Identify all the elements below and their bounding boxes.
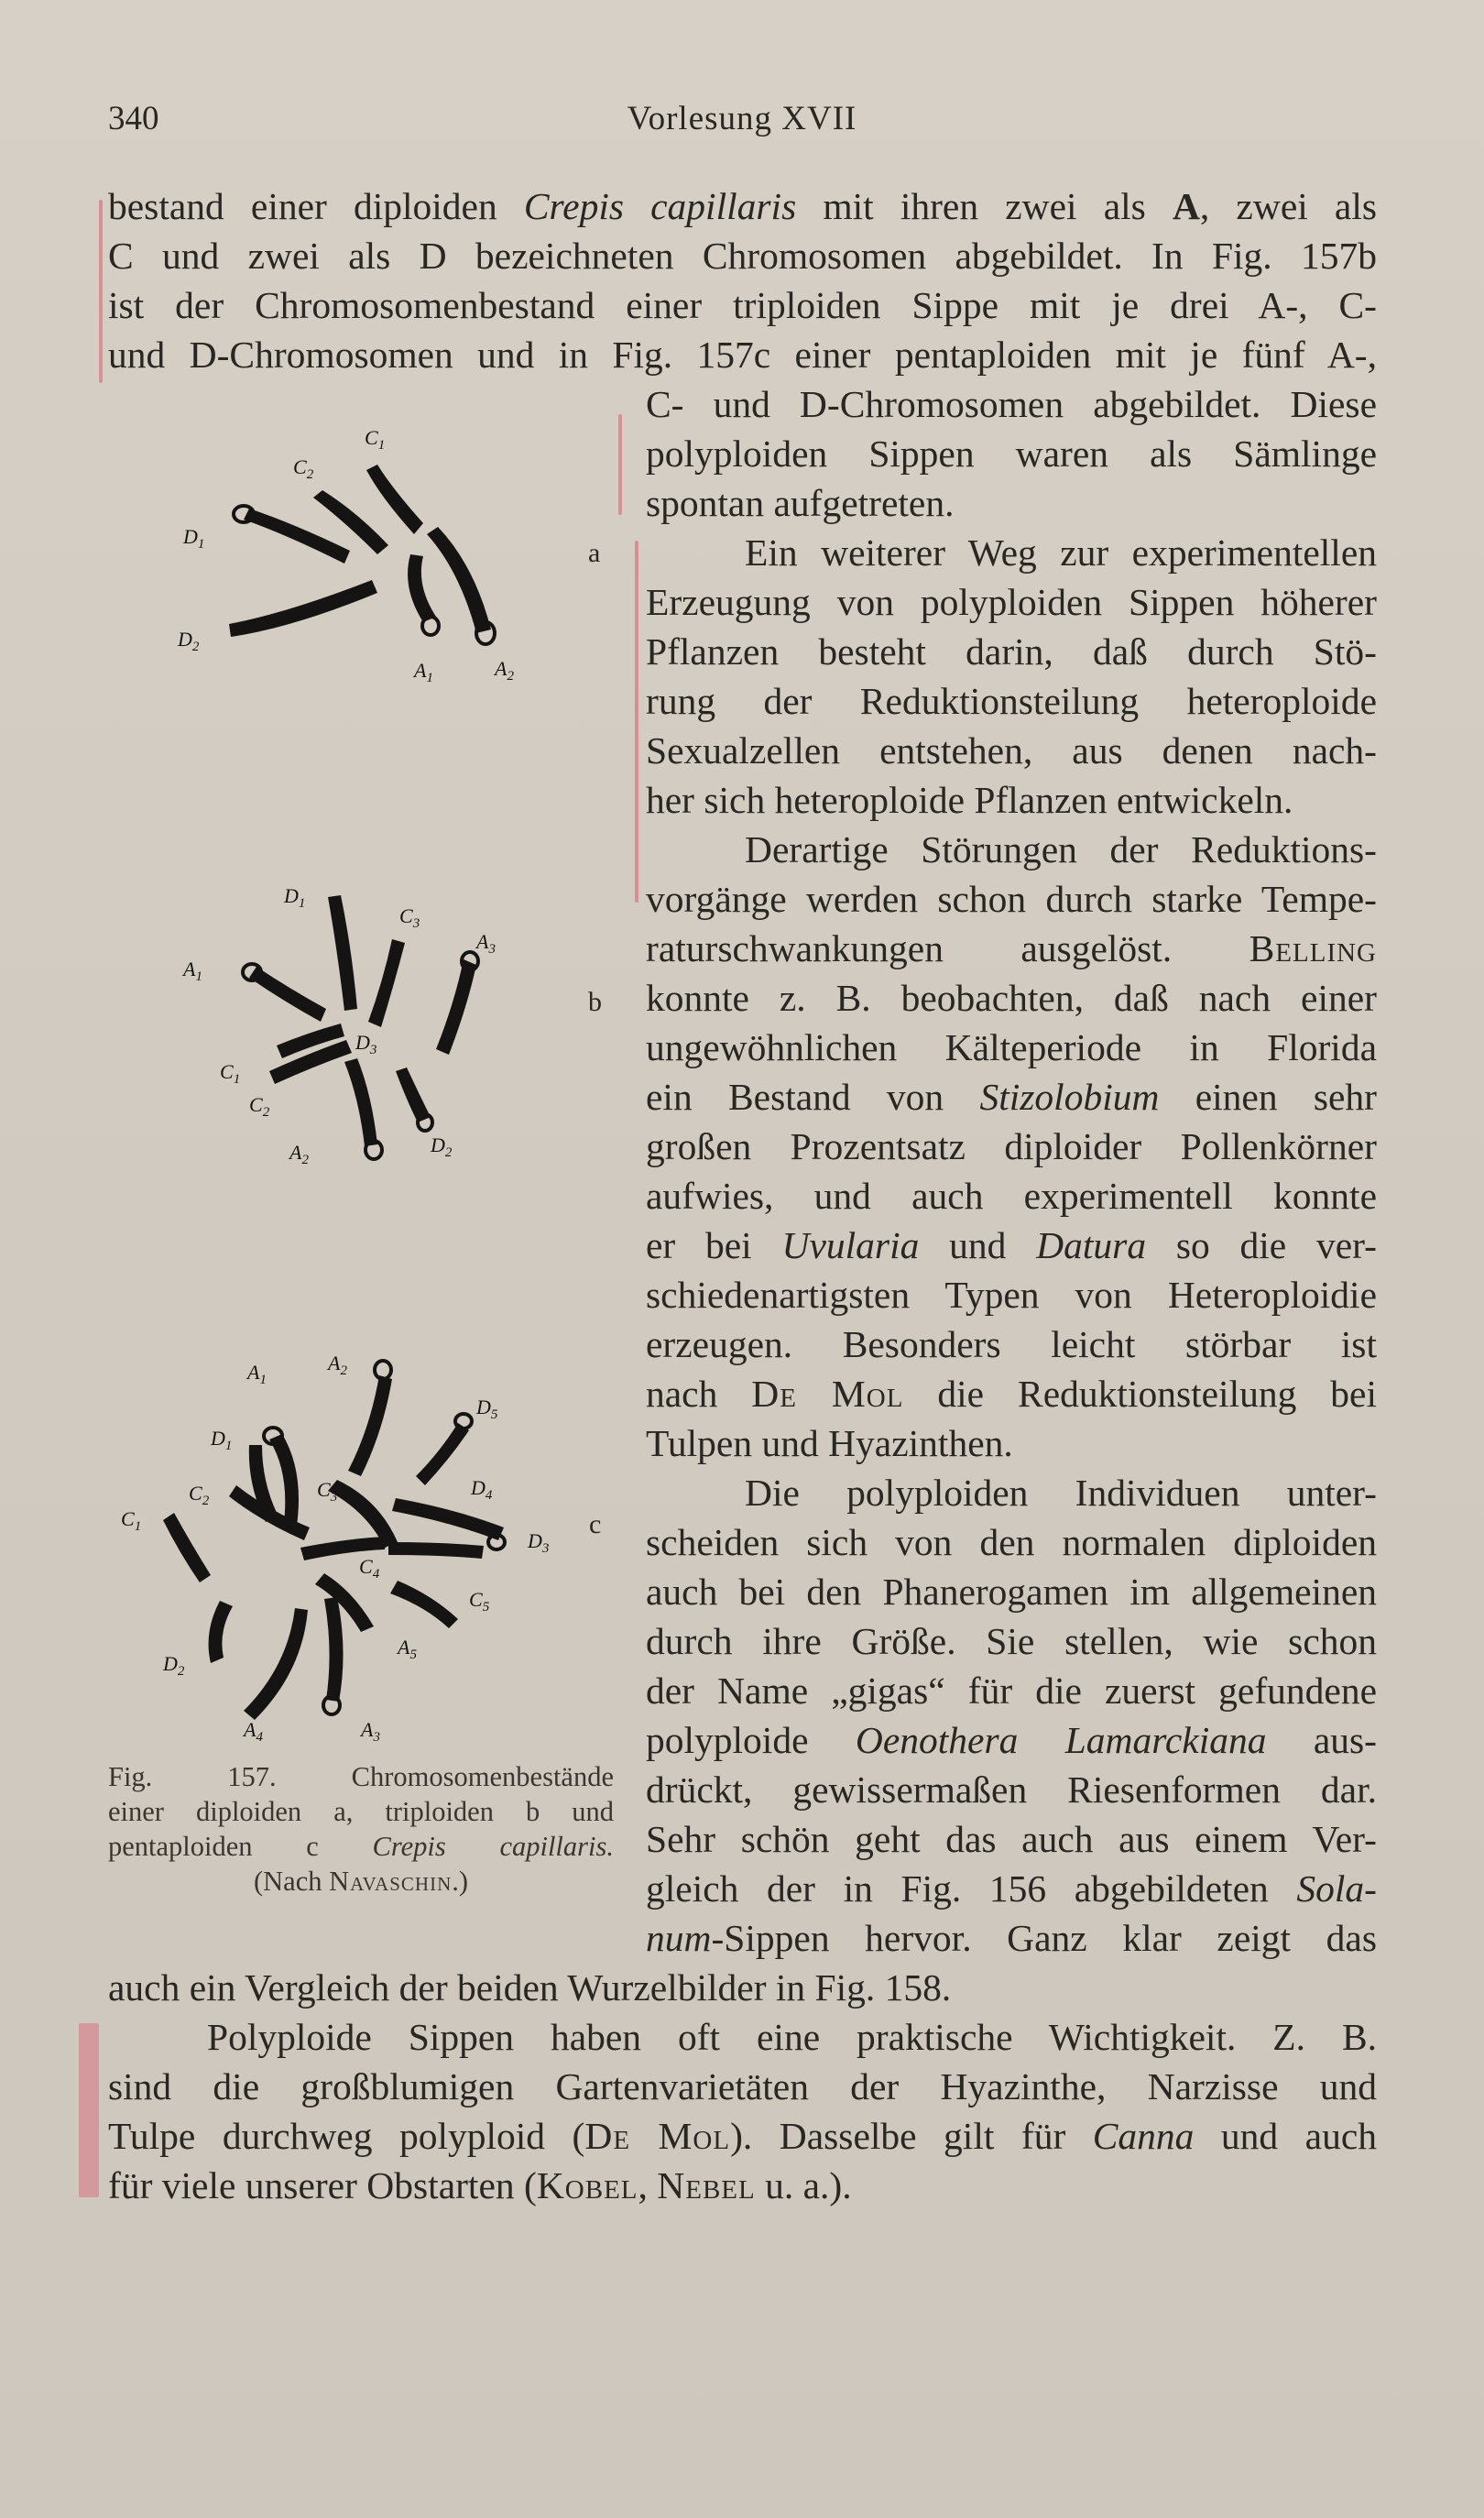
text-line: vorgänge werden schon durch starke Tempe-: [646, 878, 1377, 920]
text-line: scheiden sich von den normalen diploiden: [646, 1521, 1377, 1563]
text-line: Die polyploiden Individuen unter-: [745, 1472, 1377, 1514]
chromosome-label: $C_2$: [249, 1093, 270, 1120]
highlight-mark-column: [635, 541, 638, 903]
chromosome-label: $A_2$: [495, 657, 514, 684]
figure-caption: [108, 1759, 614, 1899]
text-line: Pflanzen besteht darin, daß durch Stö-: [646, 630, 1377, 673]
chromosome-drawing-c: [108, 1333, 621, 1755]
text-line: durch ihre Größe. Sie stellen, wie schon: [646, 1620, 1377, 1662]
chromosome-label: $D_4$: [471, 1476, 493, 1503]
text-line: polyploide Oenothera Lamarckiana aus-: [646, 1719, 1377, 1761]
chromosome-label: $D_3$: [528, 1529, 550, 1556]
caption-line: pentaploiden c Crepis capillaris.: [108, 1831, 614, 1862]
running-title: Vorlesung XVII: [627, 100, 857, 137]
chromosome-label: $C_5$: [469, 1588, 490, 1615]
text-line: für viele unserer Obstarten (Kobel, Nebel u. a.).: [108, 2164, 852, 2206]
chromosome-label: $C_4$: [359, 1555, 380, 1582]
text-line: und D-Chromosomen und in Fig. 157c einer pentaploiden mit je fünf A-,: [108, 334, 1377, 376]
text-line: Sehr schön geht das auch aus einem Ver-: [646, 1818, 1377, 1860]
figure-panel-a: [165, 417, 601, 696]
text-line: schiedenartigsten Typen von Heteroploidie: [646, 1274, 1377, 1316]
chromosome-label: $D_1$: [183, 525, 205, 552]
chromosome-label: $A_4$: [244, 1718, 263, 1745]
text-line: Derartige Störungen der Reduktions-: [745, 828, 1377, 870]
chromosome-label: $D_2$: [178, 628, 200, 654]
chromosome-label: $C_2$: [293, 455, 314, 482]
text-line: C und zwei als D bezeichneten Chromosomen abgebildet. In Fig. 157b: [108, 235, 1377, 277]
chromosome-label: $C_1$: [220, 1060, 241, 1087]
text-line: ein Bestand von Stizolobium einen sehr: [646, 1076, 1377, 1118]
chromosome-label: $C_1$: [365, 426, 386, 453]
text-line: polyploiden Sippen waren als Sämlinge: [646, 432, 1377, 475]
text-line: auch bei den Phanerogamen im allgemeinen: [646, 1571, 1377, 1613]
text-line: nach De Mol die Reduktionsteilung bei: [646, 1373, 1377, 1415]
text-line: num-Sippen hervor. Ganz klar zeigt das: [646, 1917, 1377, 1959]
text-line: auch ein Vergleich der beiden Wurzelbilder in Fig. 158.: [108, 1966, 952, 2009]
chromosome-drawing-b: [165, 875, 531, 1187]
chromosome-label: $A_1$: [183, 958, 202, 984]
chromosome-label: $A_1$: [247, 1361, 267, 1387]
chromosome-label: $D_2$: [431, 1133, 453, 1160]
page-header: [108, 99, 1376, 145]
text-line: aufwies, und auch experimentell konnte: [646, 1175, 1377, 1217]
chromosome-label: $D_5$: [476, 1396, 498, 1422]
chromosome-drawing-a: [165, 417, 531, 692]
chromosome-label: $C_1$: [121, 1507, 142, 1534]
text-line: Tulpe durchweg polyploid (De Mol). Dasselbe gilt für Canna und auch: [108, 2115, 1377, 2157]
chromosome-label: $A_1$: [414, 659, 433, 685]
text-line: er bei Uvularia und Datura so die ver-: [646, 1224, 1377, 1266]
text-line: bestand einer diploiden Crepis capillaris mit ihren zwei als A, zwei als: [108, 185, 1377, 227]
caption-line: (Nach Navaschin.): [253, 1866, 469, 1897]
caption-line: Fig. 157. Chromosomenbestände: [108, 1761, 614, 1792]
chromosome-label: $C_3$: [317, 1478, 338, 1505]
text-line: drückt, gewissermaßen Riesenformen dar.: [646, 1768, 1377, 1811]
text-line: her sich heteroploide Pflanzen entwickeln.: [646, 779, 1293, 821]
text-line: Sexualzellen entstehen, aus denen nach-: [646, 729, 1377, 772]
figure-panel-c: [108, 1333, 621, 1759]
text-line: konnte z. B. beobachten, daß nach einer: [646, 977, 1377, 1019]
chromosome-label: $A_3$: [361, 1718, 380, 1745]
text-line: gleich der in Fig. 156 abgebildeten Sola-: [646, 1867, 1377, 1910]
chromosome-label: $D_2$: [163, 1652, 185, 1679]
text-line: Erzeugung von polyploiden Sippen höherer: [646, 581, 1377, 623]
figure-panel-b: [165, 875, 602, 1191]
text-line: Tulpen und Hyazinthen.: [646, 1422, 1013, 1464]
chromosome-label: $D_1$: [211, 1427, 233, 1453]
text-line: C- und D-Chromosomen abgebildet. Diese: [646, 383, 1377, 425]
chromosome-label: $C_2$: [189, 1482, 210, 1508]
chromosome-label: $A_2$: [328, 1352, 347, 1378]
chromosome-label: $A_3$: [476, 930, 496, 957]
chromosome-label: $D_3$: [355, 1031, 377, 1057]
text-line: der Name „gigas“ für die zuerst gefundene: [646, 1670, 1377, 1712]
text-line: ungewöhnlichen Kälteperiode in Florida: [646, 1026, 1377, 1068]
chromosome-label: $C_3$: [399, 904, 420, 931]
figure-letter-c: c: [589, 1509, 602, 1539]
text-line: erzeugen. Besonders leicht störbar ist: [646, 1323, 1377, 1365]
text-line: sind die großblumigen Gartenvarietäten der Hyazinthe, Narzisse und: [108, 2065, 1377, 2107]
text-line: raturschwankungen ausgelöst. Belling: [646, 927, 1377, 969]
chromosome-label: $A_2$: [289, 1141, 309, 1167]
highlight-mark-middle: [618, 414, 622, 515]
page-number: 340: [108, 100, 159, 137]
figure-letter-a: a: [588, 538, 601, 568]
chromosome-label: $A_5$: [398, 1636, 417, 1662]
text-line: rung der Reduktionsteilung heteroploide: [646, 680, 1377, 722]
text-line: Polyploide Sippen haben oft eine praktische Wichtigkeit. Z. B.: [207, 2016, 1377, 2058]
highlight-mark-top: [99, 200, 103, 383]
highlight-mark-bottom: [79, 2023, 99, 2197]
text-line: spontan aufgetreten.: [646, 482, 955, 524]
text-line: ist der Chromosomenbestand einer triploiden Sippe mit je drei A-, C-: [108, 284, 1377, 326]
chromosome-label: $D_1$: [284, 884, 306, 911]
text-line: großen Prozentsatz diploider Pollenkörner: [646, 1125, 1377, 1167]
figure-letter-b: b: [588, 987, 602, 1017]
caption-line: einer diploiden a, triploiden b und: [108, 1796, 614, 1827]
text-line: Ein weiterer Weg zur experimentellen: [745, 531, 1377, 574]
